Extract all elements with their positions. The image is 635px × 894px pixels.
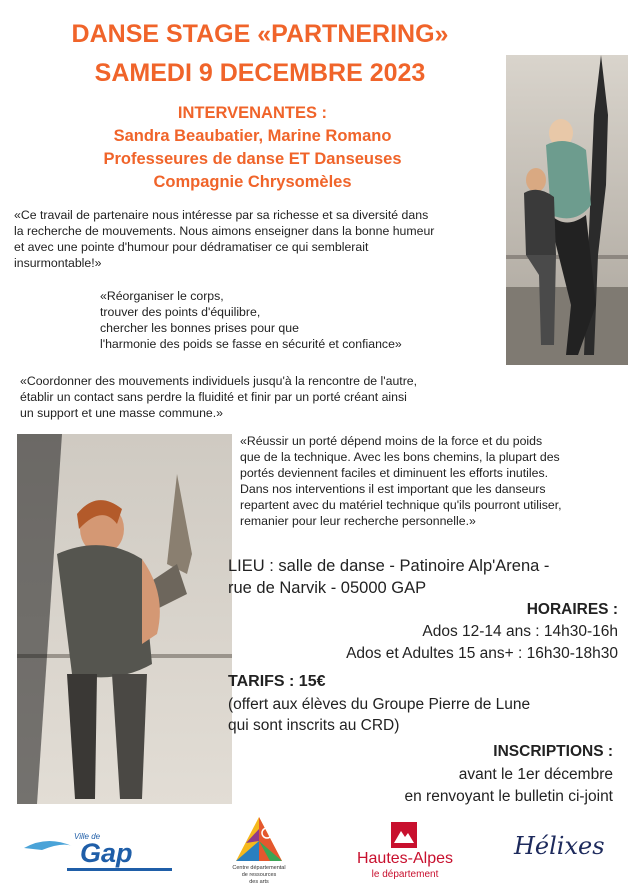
logo-helixes	[508, 818, 613, 880]
event-date: SAMEDI 9 DECEMBRE 2023	[94, 59, 426, 87]
logo-centre-departemental	[228, 815, 290, 891]
dance-photo-top	[506, 55, 628, 365]
logo-ville-de-gap	[22, 830, 172, 875]
quote-coordonner: «Coordonner des mouvements individuels jusqu'à la rencontre de l'autre, établir un contact sans perdre la fluidité et finir par un porté créant ainsi un support et une masse commune.»	[20, 374, 418, 420]
hautes-alpes-sub: le département	[371, 869, 439, 880]
centre-line-2: de ressources	[241, 872, 277, 878]
intervenantes-label: INTERVENANTES :	[177, 104, 328, 122]
horaires-label: HORAIRES :	[526, 601, 618, 618]
tarifs-label: TARIFS : 15€	[228, 673, 326, 690]
hautes-alpes-main: Hautes-Alpes	[356, 850, 454, 867]
helixes-text: Hélixes	[514, 832, 605, 860]
inscriptions-deadline: avant le 1er décembre	[458, 766, 613, 783]
logo-hautes-alpes	[345, 822, 465, 882]
dance-photo-bottom	[17, 434, 232, 804]
event-title: DANSE STAGE «PARTNERING»	[71, 20, 449, 48]
horaires-slot-1: Ados 12-14 ans : 14h30-16h	[422, 623, 618, 640]
quote-partenaire: «Ce travail de partenaire nous intéresse par sa richesse et sa diversité dans la recherche de mouvements. Nous aimons enseigner dans la bonne humeur et avec une pointe d'humour pour dédramatiser ce qui semblerait insurmontable!»	[14, 208, 435, 270]
quote-corps: «Réorganiser le corps, trouver des points d'équilibre, chercher les bonnes prises pour que l'harmonie des poids se fasse en sécurité et confiance»	[100, 289, 402, 351]
quote-porte: «Réussir un porté dépend moins de la force et du poids que de la technique. Avec les bons chemins, la plupart des portés deviennent faciles et diminuent les efforts inutiles. Dans nos interventions il est important que les danseurs repartent avec du matériel technique qu'ils pourront utiliser, remanier pour leur recherche personnelle.»	[240, 434, 562, 528]
centre-line-1: Centre départemental	[232, 865, 286, 871]
mountain-icon	[391, 822, 417, 848]
gap-small-text: Ville de	[74, 832, 101, 841]
lieu: LIEU : salle de danse - Patinoire Alp'Arena - rue de Narvik - 05000 GAP	[228, 557, 550, 597]
inscriptions-label: INSCRIPTIONS :	[493, 743, 613, 760]
tarifs-note: (offert aux élèves du Groupe Pierre de Lune qui sont inscrits au CRD)	[228, 696, 531, 734]
centre-line-3: des arts	[249, 879, 269, 885]
gap-main-text: Gap	[80, 838, 133, 868]
intervenantes-role: Professeures de danse ET Danseuses	[103, 150, 402, 168]
intervenantes-names: Sandra Beaubatier, Marine Romano	[113, 127, 392, 145]
inscriptions-method: en renvoyant le bulletin ci-joint	[404, 788, 613, 805]
intervenantes-company: Compagnie Chrysomèles	[153, 173, 352, 191]
horaires-slot-2: Ados et Adultes 15 ans+ : 16h30-18h30	[346, 645, 618, 662]
triangle-logo-icon	[234, 815, 284, 863]
